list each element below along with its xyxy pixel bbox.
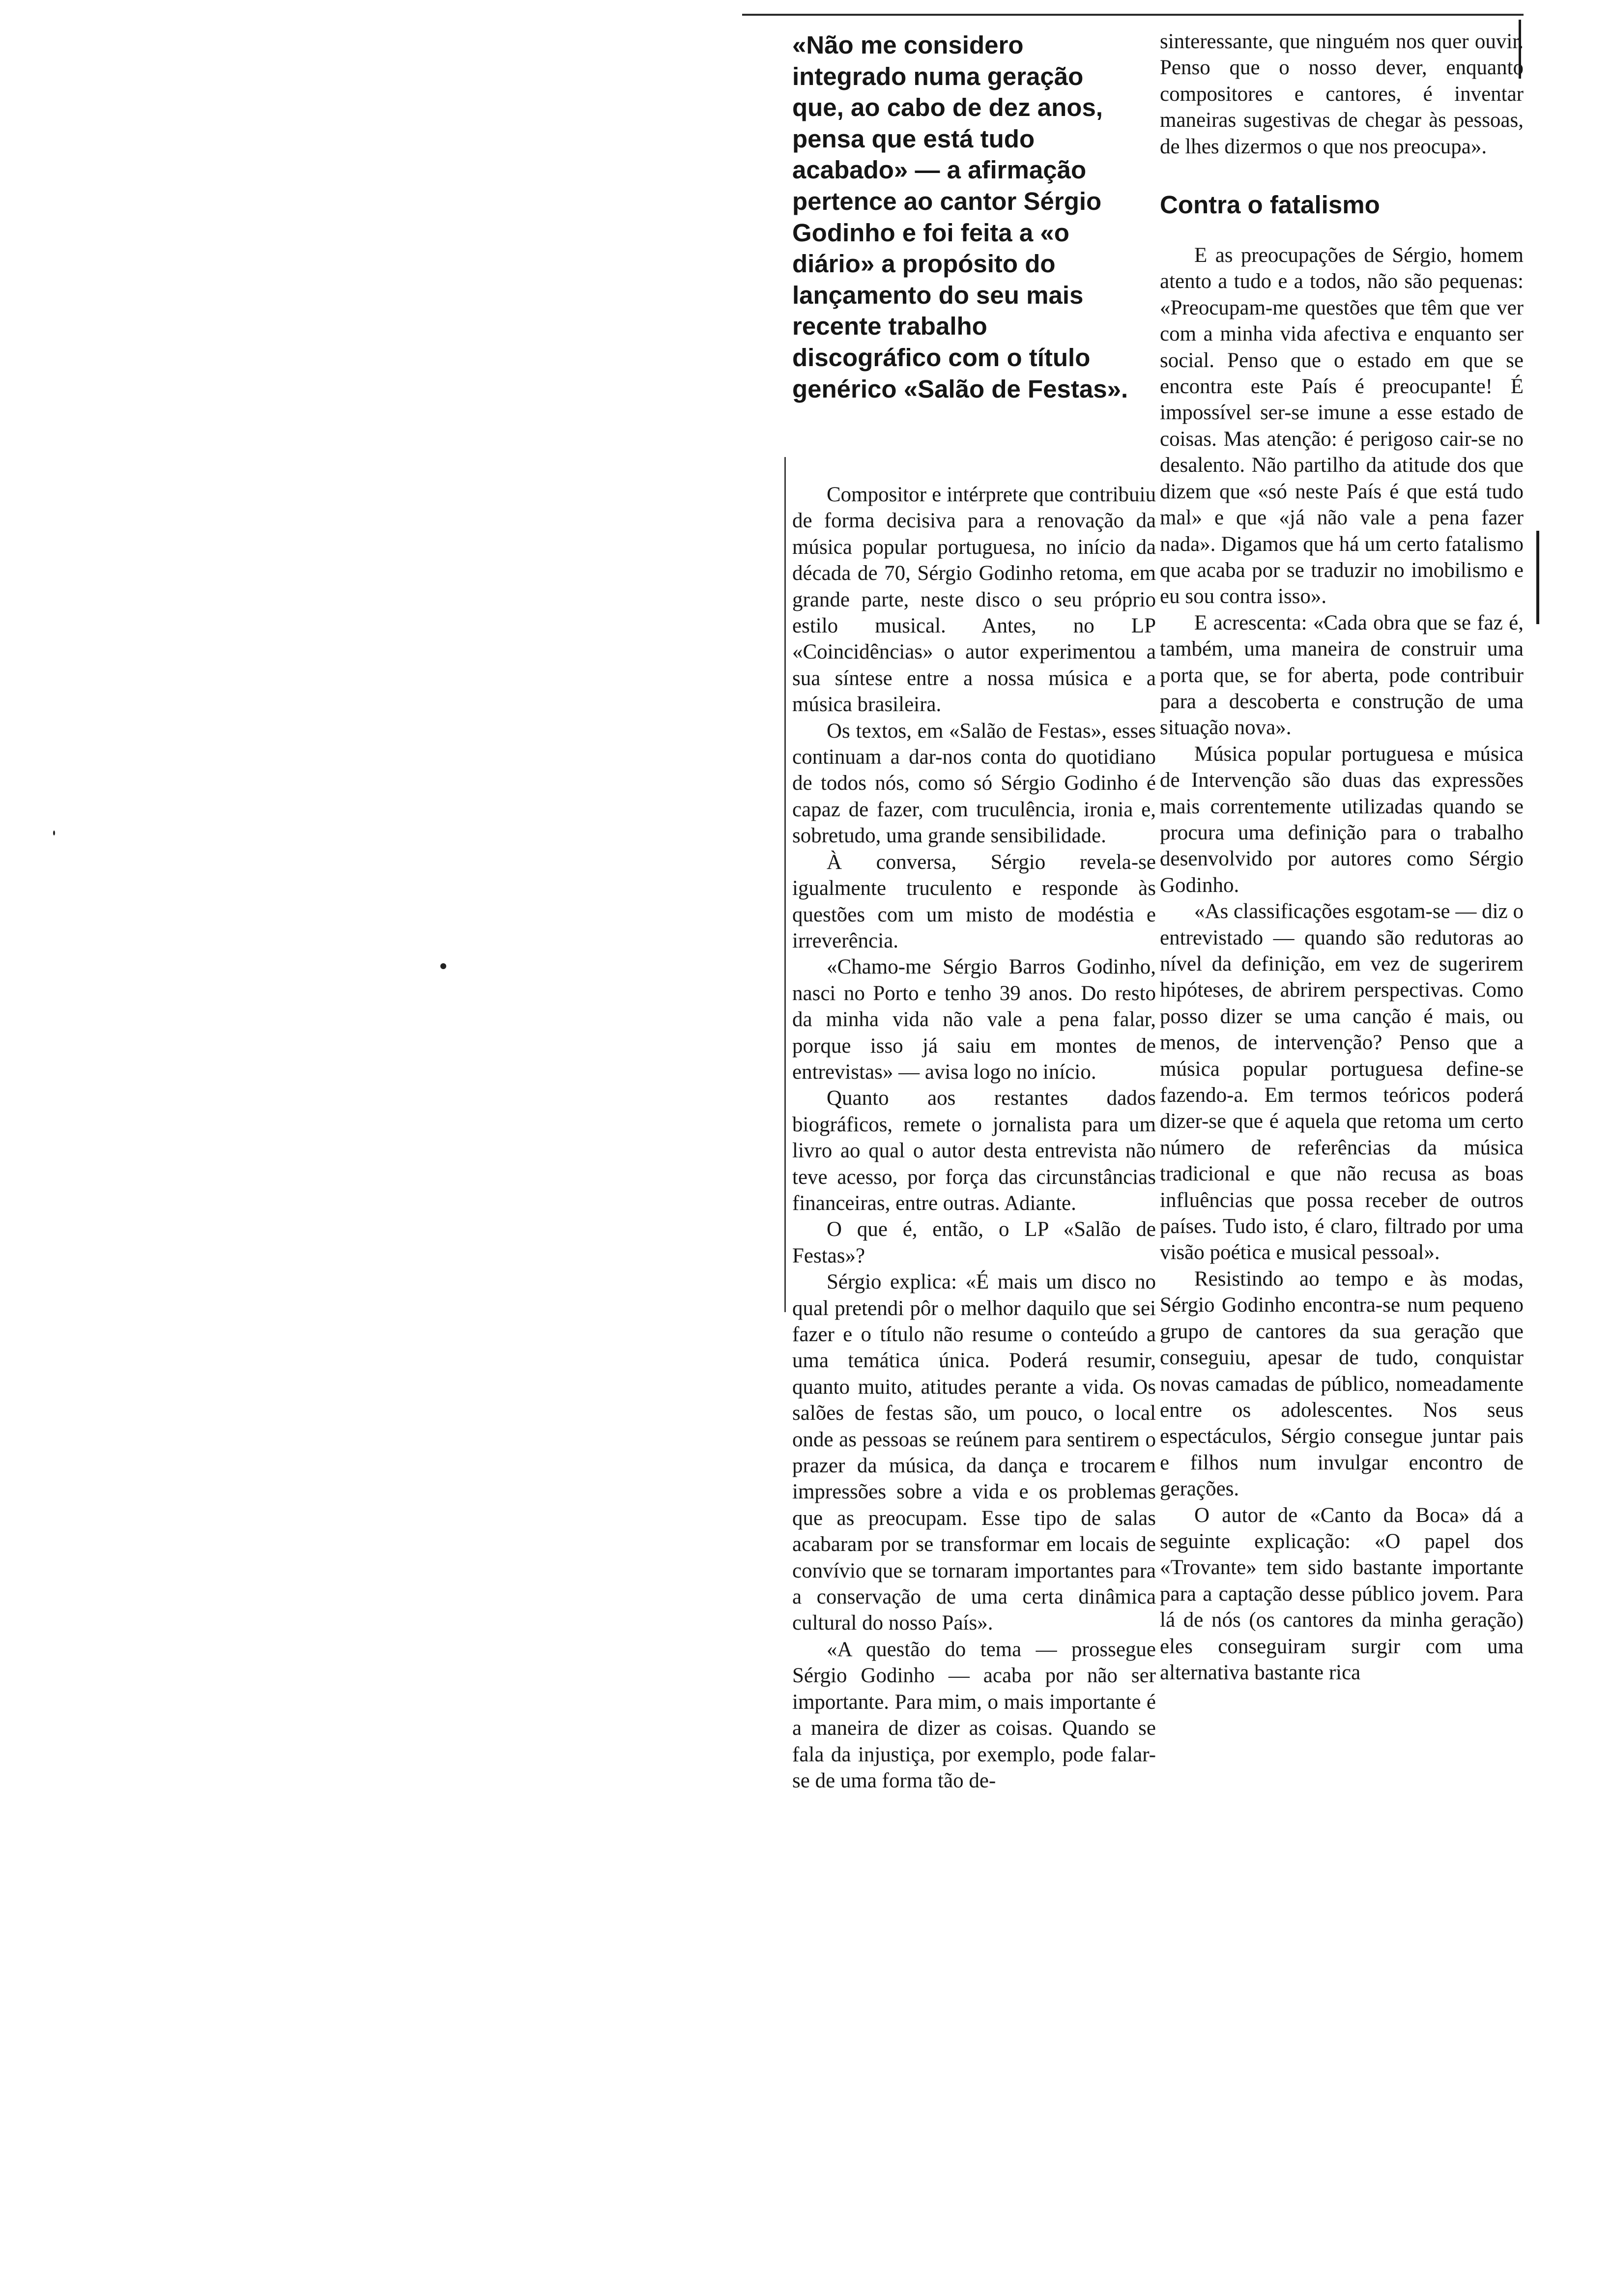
paragraph: «As classificações esgotam-se — diz o entrevistado — quando são redutoras ao nível da definição, em vez de sugerirem hipóteses, de abrirem perspectivas. Como posso dizer se uma canção é mais, ou menos, de intervenção? Penso que a música popular portuguesa define-se fazendo-a. Em termos teóricos poderá dizer-se que é aquela que retoma um certo número de referências da música tradicional e que não recusa as boas influências que possa receber de outros países. Tudo isto, é claro, filtrado por uma visão poética e musical pessoal».	[1160, 900, 1524, 1264]
scan-speck	[440, 963, 446, 969]
paragraph: Sérgio explica: «É mais um disco no qual pretendi pôr o melhor daquilo que sei fazer e o título não resume o conteúdo a uma temática única. Poderá resumir, quanto muito, atitudes perante a vida. Os salões de festas são, um pouco, o local onde as pessoas se reúnem para sentirem o prazer da música, da dança e trocarem impressões sobre a vida e os problemas que as preocupam. Esse tipo de salas acabaram por se transformar em locais de convívio que se tornaram importantes para a conservação de uma certa dinâmica cultural do nosso País».	[792, 1270, 1156, 1635]
paragraph: O autor de «Canto da Boca» dá a seguinte explicação: «O papel dos «Trovante» tem sido bastante importante para a captação desse público jovem. Para lá de nós (os cantores da minha geração) eles conseguiram surgir com uma alternativa bastante rica	[1160, 1503, 1524, 1684]
top-rule	[742, 14, 1524, 16]
article-column-right	[1160, 29, 1524, 1686]
section-subheading: Contra o fatalismo	[1160, 191, 1380, 219]
article-column-left	[792, 482, 1156, 1794]
article-lede: «Não me considero integrado numa geração que, ao cabo de dez anos, pensa que está tudo acabado» — a afirmação pertence ao cantor Sérgio Godinho e foi feita a «o diário» a propósito do lançamento do seu mais recente trabalho discográfico com o título genérico «Salão de Festas».	[792, 31, 1128, 403]
paragraph: «Chamo-me Sérgio Barros Godinho, nasci no Porto e tenho 39 anos. Do resto da minha vida não vale a pena falar, porque isso já saiu em montes de entrevistas» — avisa logo no início.	[792, 955, 1156, 1084]
paragraph: Música popular portuguesa e música de Intervenção são duas das expressões mais correntemente utilizadas quando se procura uma definição para o trabalho desenvolvido por autores como Sérgio Godinho.	[1160, 742, 1524, 897]
margin-mark	[1536, 531, 1539, 624]
paragraph: sinteressante, que ninguém nos quer ouvir. Penso que o nosso dever, enquanto compositores e cantores, é inventar maneiras sugestivas de chegar às pessoas, de lhes dizermos o que nos preocupa».	[1160, 30, 1524, 158]
scan-speck	[53, 831, 55, 835]
paragraph: Os textos, em «Salão de Festas», esses continuam a dar-nos conta do quotidiano de todos nós, como só Sérgio Godinho é capaz de fazer, com truculência, ironia e, sobretudo, uma grande sensibilidade.	[792, 719, 1156, 848]
scan-edge-rule	[784, 457, 786, 1312]
paragraph: E acrescenta: «Cada obra que se faz é, também, uma maneira de construir uma porta que, se for aberta, pode contribuir para a descoberta e construção de uma situação nova».	[1160, 611, 1524, 740]
paragraph: Resistindo ao tempo e às modas, Sérgio Godinho encontra-se num pequeno grupo de cantores da sua geração que conseguiu, apesar de tudo, conquistar novas camadas de público, nomeadamente entre os adolescentes. Nos seus espectáculos, Sérgio consegue juntar pais e filhos num invulgar encontro de gerações.	[1160, 1267, 1524, 1501]
paragraph: Quanto aos restantes dados biográficos, remete o jornalista para um livro ao qual o autor desta entrevista não teve acesso, por força das circunstâncias financeiras, entre outras. Adiante.	[792, 1087, 1156, 1215]
paragraph: E as preocupações de Sérgio, homem atento a tudo e a todos, não são pequenas: «Preocupam-me questões que têm que ver com a minha vida afectiva e enquanto ser social. Penso que o estado em que se encontra este País é preocupante! É impossível ser-se imune a esse estado de coisas. Mas atenção: é perigoso cair-se no desalento. Não partilho da atitude dos que dizem que «só neste País é que está tudo mal» e que «já não vale a pena fazer nada». Digamos que há um certo fatalismo que acaba por se traduzir no imobilismo e eu sou contra isso».	[1160, 244, 1524, 608]
paragraph: «A questão do tema — prossegue Sérgio Godinho — acaba por não ser importante. Para mim, o mais importante é a maneira de dizer as coisas. Quando se fala da injustiça, por exemplo, pode falar-se de uma forma tão de-	[792, 1637, 1156, 1792]
paragraph: Compositor e intérprete que contribuiu de forma decisiva para a renovação da música popular portuguesa, no início da década de 70, Sérgio Godinho retoma, em grande parte, neste disco o seu próprio estilo musical. Antes, no LP «Coincidências» o autor experimentou a sua síntese entre a nossa música e a música brasileira.	[792, 483, 1156, 717]
paragraph: À conversa, Sérgio revela-se igualmente truculento e responde às questões com um misto de modéstia e irreverência.	[792, 850, 1156, 952]
paragraph: O que é, então, o LP «Salão de Festas»?	[792, 1218, 1156, 1267]
